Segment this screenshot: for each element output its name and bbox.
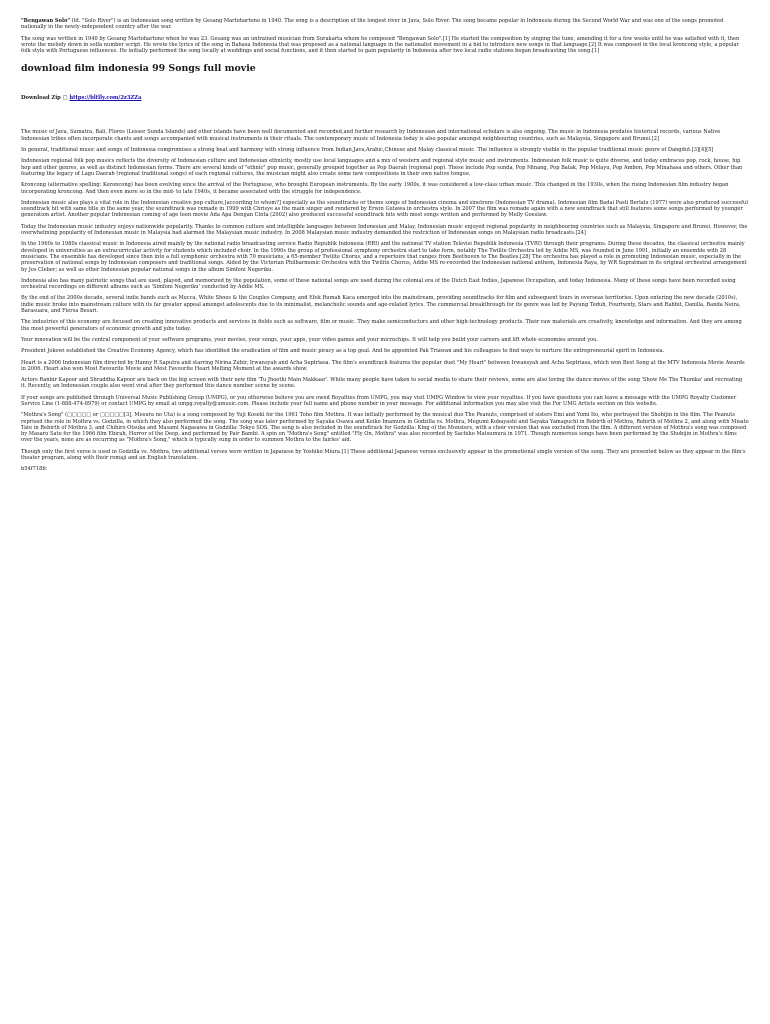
body-paragraph: Today the Indonesian music industry enjoys nationwide popularity. Thanks to common culture and intelligible languages between Indonesian and Malay, Indonesian music enjoyed regional popularity in neighbouring countries such as Malaysia, Singapore and Brunei. However, the overwhelming popularity of Indonesian music in Malaysia had alarmed the Malaysian music industry. In 2008 Malaysian music industry demanded the restriction of Indonesian songs on Malaysian radio broadcasts.[24] xyxy=(21,223,748,237)
body-paragraph: President Jokowi established the Creative Economy Agency, which has identified the eradication of film and music piracy as a top goal. And he appointed Pak Triawan and his colleagues to find ways to nurture the entrepreneurial spirit in Indonesia. xyxy=(21,348,665,355)
body-paragraph: Indonesian music also plays a vital role in the Indonesian creative pop culture,[according to whom?] especially as the soundtracks or theme songs of Indonesian cinema and sinetrons (Indonesian TV drama). Indonesian film Badai Pasti Berlalu (1977) were also produced successful soundtrack hit with same title in the same year, the soundtrack was remade in 1999 with Chrisye as the main singer and rendered by Erwin Gutawa in orchestra style. In 2007 the film was remade again with a new soundtrack that still features some songs performed by younger generation artist. Another popular Indonesian coming of age teen movie Ada Apa Dengan Cinta (2002) also produced successful soundtrack hits with most songs written and performed by Melly Goeslaw. xyxy=(21,199,748,219)
body-paragraph: Indonesia also has many patriotic songs that are used, played, and memorized by the population, some of these national songs are used during the colonial era of the Dutch East Indies, Japanese Occupation, and today Indonesia. Many of these songs have been recorded using orchestral recordings on different albums such as 'Simfoni Negeriku' conducted by Addie MS. xyxy=(21,277,736,291)
body-paragraph: If your songs are published through Universal Music Publishing Group (UMPG), or you otherwise believe you are owed Royalties from UMPG, you may visit UMPG Window to view your royalties. If you have questions you can leave a message with the UMPG Royalty Customer Service Line (1-888-474-8979) or contact UMPG by email at umpg.royalty@umusic.com. Please include your full name and phone number in your message. For additional information you may also visit the For UMG Artists section on this website. xyxy=(21,394,737,407)
article xyxy=(0,0,770,473)
body-paragraph: The music of Java, Sumatra, Bali, Flores (Lesser Sunda Islands) and other islands have been well documented and recorded,and further research by Indonesian and international scholars is also ongoing. The music in Indonesia predates historical records, various Native Indonesian tribes often incorporate chants and songs accompanied with musical instruments in their rituals. The contemporary music of Indonesia today is also popular amongst neighbouring countries, such as Malaysia, Singapore and Brunei.[2] xyxy=(21,129,721,142)
download-link[interactable]: https://bltlly.com/2z3ZZa xyxy=(69,95,142,102)
intro-paragraph-2: The song was written in 1940 by Gesang Martohartono when he was 23. Gesang was an untrained musician from Surakarta whom he composed "Bengawan Solo".[1] He started the composition by singing the tune, amending it for a few weeks until he was satisfied with it, then wrote the melody down in solfa number script. He wrote the lyrics of the song in Bahasa Indonesia that was proposed as a national language in the nationalist movement in a bid to introduce new songs in that language.[2] It was composed in the local kroncong style, a popular folk style with Portuguese influences. He initially performed the song locally at weddings and social functions, and it then started to gain popularity in Indonesia after two local radio stations began broadcasting the song.[1] xyxy=(21,35,740,55)
body-paragraph: Heart is a 2006 Indonesian film directed by Hanny R Saputra and starring Nirina Zubir, Irwansyah and Acha Septriasa. The film's soundtrack features the popular duet "My Heart" between Irwansyah and Acha Septriasa, which won Best Song at the MTV Indonesia Movie Awards in 2006. Heart also won Most Favourite Movie and Most Favourite Heart Melting Moment at the awards show. xyxy=(21,359,745,372)
body-paragraph: Your innovation will be the central component of your software programs, your movies, your songs, your apps, your video games and your microchips. It will help you build your careers and lift whole economies around you. xyxy=(21,336,599,343)
intro-paragraph-1: "Bengawan Solo" (lit. "Solo River") is an Indonesian song written by Gesang Martohartono in 1940. The song is a description of the longest river in Java, Solo River. The song became popular in Indonesia during the Second World War and was one of the songs promoted nationally in the newly-independent country after the war. xyxy=(21,18,724,31)
download-icon: □ xyxy=(62,95,68,102)
body-paragraph: Kroncong (alternative spelling: Keroncong) has been evolving since the arrival of the Portuguese, who brought European instruments. By the early 1900s, it was considered a low-class urban music. This changed in the 1930s, when the rising Indonesian film industry began incorporating kroncong. And then even more so in the mid- to late 1940s, it became associated with the struggle for independence. xyxy=(21,182,729,195)
song-title: "Bengawan Solo" xyxy=(21,18,70,24)
body-paragraph: In general, traditional music and songs of Indonesia compromises a strong beat and harmony with strong influence from Indian,Java,Arabic,Chinese and Malay classical music. The influence is strongly visible in the popular traditional music genre of Dangdut.[3][4][5] xyxy=(21,147,714,154)
body-paragraph: In the 1960s to 1980s classical music in Indonesia aired mainly by the national radio broadcasting service Radio Republik Indonesia (RRI) and the national TV station Televisi Republik Indonesia (TVRI) through their programs. During these decades, the classical orchestra mainly developed in universities as an extracurricular activity for students which included choir. In the 1990s the group of professional symphony orchestra start to take form, notably The Twilite Orchestra led by Addie MS, was founded in June 1991, initially an ensemble with 28 musicians. The ensemble has developed since then into a full symphonic orchestra with 70 musicians, a 65-member Twilite Chorus, and a repertoire that ranges from Beethoven to The Beatles.[28] The orchestra has played a role in promoting Indonesian music, especially in the preservation of national songs by Indonesian composers and traditional songs. Aided by the Victorian Philharmonic Orchestra with the Twilite Chorus, Addie MS re-recorded the Indonesian national anthem, Indonesia Raya, by WR Supratman in its original orchestral arrangement by Jos Cleber; as well as other Indonesian popular national songs in the album Simfoni Negeriku. xyxy=(21,241,747,273)
body-paragraph: By the end of the 2000s decade, several indie bands such as Mocca, White Shoes & the Couples Company, and Efek Rumah Kaca emerged into the mainstream, providing soundtracks for film and subsequent tours in overseas territories. Upon entering the new decade (2010s), indie music broke into mainstream culture with its far greater appeal amongst adolescents due to its minimalist, melancholic sounds and age-related lyrics. The commercial breakthrough for its genre was led by Payung Teduh, Fourtwnty, Stars and Rabbit, Danilla, Banda Neira, Barasuara, and Fiersa Besari. xyxy=(21,295,741,315)
body-paragraph: The industries of this economy are focused on creating innovative products and services in fields such as software, film or music. They make semiconductors and other high-technology products. Their raw materials are creativity, knowledge and information. And they are among the most powerful generators of economic growth and jobs today. xyxy=(21,319,742,332)
footer-code: b54f718fc xyxy=(21,466,48,473)
body-paragraph: Indonesian regional folk pop musics reflects the diversity of Indonesian culture and Indonesian ethnicity, mostly use local languages and a mix of western and regional style music and instruments. Indonesian folk music is quite diverse, and today embraces pop, rock, house, hip hop and other genres, as well as distinct Indonesian forms. There are several kinds of "ethnic" pop music, generally grouped together as Pop Daerah (regional pop). These include Pop sunda, Pop Minang, Pop Batak, Pop Melayu, Pop Ambon, Pop Minahasa and others. Other than featuring the legacy of Lagu Daerah (regional traditional songs) of each regional cultures, the musician might also create some new compositions in their own native tongue. xyxy=(21,158,743,177)
body-paragraph: "Mothra's Song" (□□□□□ or □□□□□[3], Mosura no Uta) is a song composed by Yuji Koseki for the 1961 Toho film Mothra. It was initially performed by the musical duo The Peanuts, comprised of sisters Emi and Yumi Ito, who portrayed the Shobijin in the film. The Peanuts reprised the role in Mothra vs. Godzilla, in which they also performed the song. The song was later performed by Sayaka Osawa and Keiko Imamura in Godzilla vs. Mothra, Megumi Kobayashi and Sayaka Yamaguchi in Rebirth of Mothra, Rebirth of Mothra 2, and along with Misato Tate in Rebirth of Mothra 3, and Chihiro Otsuka and Masami Nagasawa in Godzilla: Tokyo SOS. The song is also included in the soundtrack for Godzilla: King of the Monsters, with a choir version that was excluded from the film. A different version of Mothra's song was composed by Masaru Sato for the 1966 film Ebirah, Horror of the Deep, and performed by Pair Bambi. A spin on "Mothra's Song" entitled "Fly On, Mothra" was also recorded by Sachiko Matsumura in 1971. Though numerous songs have been performed by the Shobijin in Mothra's films over the years, none are as recurring as "Mothra's Song," which is typically sung in order to summon Mothra to the fairies' aid. xyxy=(21,412,749,444)
download-line xyxy=(21,95,749,101)
body-paragraph: Though only the first verse is used in Godzilla vs. Mothra, two additional verses were written in Japanese by Yoshiko Miura.[1] These additional Japanese verses exclusively appear in the promotional single version of the song. They are presented below as they appear in the film's theater program, along with their romaji and an English translation. xyxy=(21,448,746,462)
page-title: download film indonesia 99 Songs full movie xyxy=(21,63,256,75)
body-paragraph: Actors Ranbir Kapoor and Shraddha Kapoor are back on the big screen with their new film 'Tu Jhoothi Main Makkaar'. While many people have taken to social media to share their reviews, some are also loving the dance moves of the song 'Show Me The Thumka' and recreating it. Recently, an Indonesian couple also went viral after they performed this dance number scene by scene. xyxy=(21,377,743,390)
download-label: Download Zip xyxy=(21,95,61,102)
